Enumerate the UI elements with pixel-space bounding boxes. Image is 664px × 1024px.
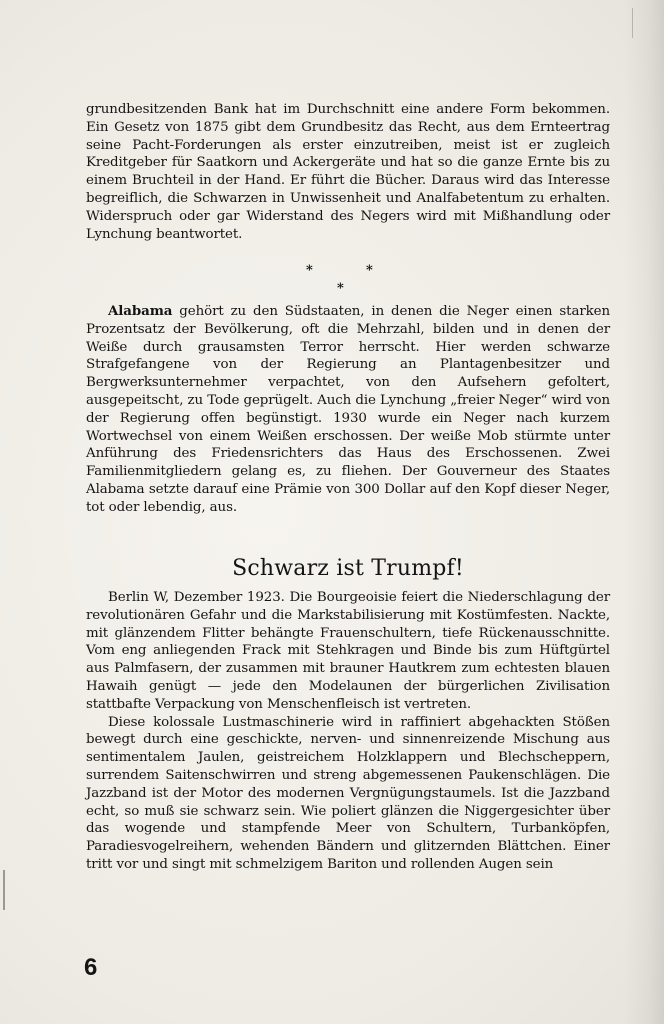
paragraph-2: [86, 303, 610, 517]
asterism-star-2: *: [366, 263, 373, 278]
scan-artifact-left: [3, 870, 5, 910]
section-asterism: [300, 263, 380, 303]
scan-artifact-right: [632, 8, 633, 38]
chapter-heading: Schwarz ist Trumpf!: [232, 556, 464, 581]
paragraph-2-text: gehört zu den Südstaaten, in denen die Neger einen starken Prozentsatz der Bevölkerung, oft die Mehrzahl, bilden und in denen der Weiße durch grausamsten Terror herrscht. Hier werden schwarze Strafgefangene von der Regierung an Plantagenbesitzer und Bergwerksunternehmer verpachtet, von den Aufsehern gefoltert, ausgepeitscht, zu Tode geprügelt. Auch die Lynchung „freier Neger“ wird von der Regierung offen begünstigt. 1930 wurde ein Neger nach kurzem Wortwechsel von einem Weißen erschossen. Der weiße Mob stürmte unter Anführung des Friedensrichters das Haus des Erschossenen. Zwei Familienmitgliedern gelang es, zu fliehen. Der Gouverneur des Staates Alabama setzte darauf eine Prämie von 300 Dollar auf den Kopf dieser Neger, tot oder lebendig, aus.: [86, 304, 610, 515]
page-number: 6: [84, 954, 98, 981]
paragraph-4-text: Diese kolossale Lustmaschinerie wird in raffiniert abgehackten Stößen bewegt durch eine geschickte, nerven- und sinnenreizende Mischung aus sentimentalem Jaulen, geistreichem Holzklappern und Blechscheppern, surrendem Saitenschwirren und streng abgemessenen Paukenschlägen. Die Jazzband ist der Motor des modernen Vergnügungstaumels. Ist die Jazzband echt, so muß sie schwarz sein. Wie poliert glänzen die Niggergesichter über das wogende und stampfende Meer von Schultern, Turbanköpfen, Paradiesvogelreihern, wehenden Bändern und glitzernden Blättchen. Einer tritt vor und singt mit schmelzigem Bariton und rollenden Augen sein: [86, 714, 610, 872]
section-body: [86, 589, 610, 874]
page-edge-shadow: [624, 0, 664, 1024]
paragraph-2-lead-word: Alabama: [108, 303, 173, 319]
paragraph-3-text: Berlin W, Dezember 1923. Die Bourgeoisie feiert die Niederschlagung der revolutionären Gefahr und die Markstabilisierung mit Kostümfesten. Nackte, mit glänzendem Flitter behängte Frauenschultern, tiefe Rückenausschnitte. Vom eng anliegenden Frack mit Stehkragen und Binde bis zum Hüftgürtel aus Palmfasern, der zusammen mit brauner Hautkrem zum echtesten blauen Hawaih genügt — jede den Modelaunen der bürgerlichen Zivilisation stattbafte Verpackung von Menschenfleisch ist vertreten.: [86, 590, 610, 712]
asterism-star-1: *: [306, 263, 313, 278]
paragraph-alabama: [86, 303, 610, 517]
asterism-star-3: *: [337, 281, 344, 296]
paragraph-land-credit: [86, 101, 610, 243]
paragraph-1-text: grundbesitzenden Bank hat im Durchschnitt eine andere Form bekommen. Ein Gesetz von 1875 gibt dem Grundbesitz das Recht, aus dem Ernteertrag seine Pacht-Forderungen als erster einzutreiben, meist ist er zugleich Kreditgeber für Saatkorn und Ackergeräte und hat so die ganze Ernte bis zu einem Bruchteil in der Hand. Er führt die Bücher. Daraus wird das Interesse begreiflich, die Schwarzen in Unwissenheit und Analfabetentum zu erhalten. Widerspruch oder gar Widerstand des Negers wird mit Mißhandlung oder Lynchung beantwortet.: [86, 102, 610, 242]
